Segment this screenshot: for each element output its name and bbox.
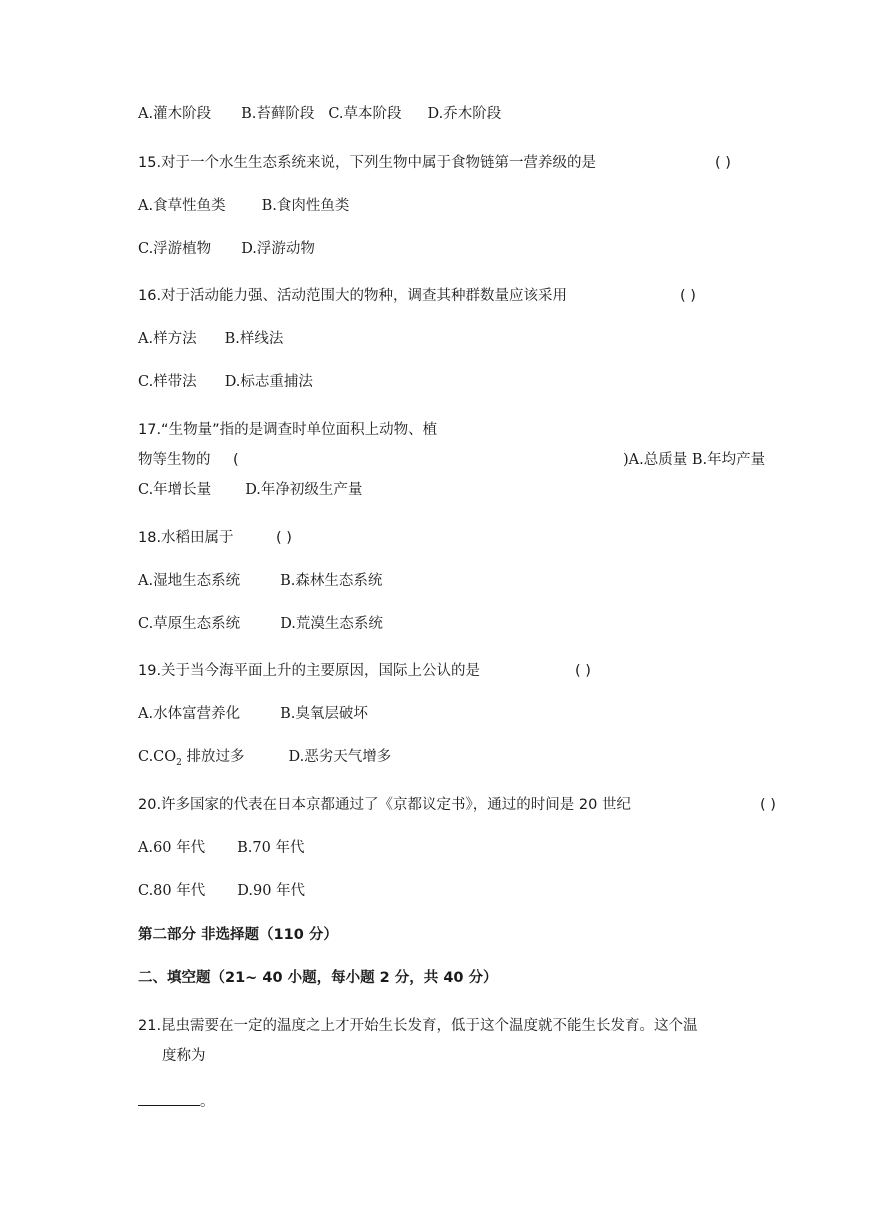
section-fill-in-heading: 二、填空题（21~ 40 小题，每小题 2 分，共 40 分） [138,970,498,986]
q19-options-row1 [138,704,368,724]
q18-option-d: D.荒漠生态系统 [280,616,383,632]
q19-option-c-subscript: 2 [176,757,182,768]
q15-option-d: D.浮游动物 [241,241,315,257]
q19-option-a: A.水体富营养化 [138,706,241,722]
q19-answer-paren: ( ) [575,663,591,679]
q19-option-b: B.臭氧层破坏 [280,706,368,722]
q19-stem: 19.关于当今海平面上升的主要原因，国际上公认的是 [138,663,481,679]
q18-answer-paren: ( ) [276,530,292,546]
part2-title: 第二部分 非选择题（110 分） [138,927,338,943]
q19-options-row2 [138,747,391,773]
q19-option-c-text: 排放过多 [186,749,245,765]
q20-options-row2 [138,881,305,901]
q20-options-row1 [138,838,304,858]
q20-option-d: D.90 年代 [237,883,306,899]
q16-answer-paren: ( ) [680,288,696,304]
q21-blank-tail: 。 [200,1094,215,1110]
q21-answer-blank [138,1091,215,1112]
q14-options [138,104,501,124]
q20-option-b: B.70 年代 [237,840,305,856]
q21-blank-line [138,1091,200,1106]
q16-option-d: D.标志重捕法 [224,374,313,390]
q15-answer-paren: ( ) [715,155,731,171]
q20-stem: 20.许多国家的代表在日本京都通过了《京都议定书》，通过的时间是 20 世纪 [138,797,631,813]
q20-option-a: A.60 年代 [138,840,206,856]
q14-option-c: C.草本阶段 [328,106,402,122]
q16-stem: 16.对于活动能力强、活动范围大的物种，调查其种群数量应该采用 [138,288,568,304]
q17-stem-line2: 物等生物的 [138,452,211,468]
q16-option-b: B.样线法 [224,331,284,347]
q18-option-b: B.森林生态系统 [280,573,383,589]
q15-options-row2 [138,239,315,259]
q18-options-row1 [138,571,382,591]
q16-option-a: A.样方法 [138,331,197,347]
q14-option-a: A.灌木阶段 [138,106,212,122]
q15-stem: 15.对于一个水生生态系统来说，下列生物中属于食物链第一营养级的是 [138,155,597,171]
q19-option-c [138,747,245,773]
q21-stem-line1: 21.昆虫需要在一定的温度之上才开始生长发育，低于这个温度就不能生长发育。这个温 [138,1018,698,1034]
q18-options-row2 [138,614,383,634]
q18-stem: 18.水稻田属于 [138,530,234,546]
q19-option-c-formula: C.CO [138,749,177,765]
q17-stem-line1: 17.“生物量”指的是调查时单位面积上动物、植 [138,422,438,438]
q16-options-row1 [138,329,283,349]
q17-option-d: D.年净初级生产量 [245,482,363,498]
q15-options-row1 [138,196,349,216]
q17-options-row2 [138,480,362,500]
q21-stem-line2: 度称为 [162,1048,206,1064]
q18-option-c: C.草原生态系统 [138,616,241,632]
q16-options-row2 [138,372,313,392]
q17-option-c: C.年增长量 [138,482,212,498]
q17-paren-open: ( [233,452,239,468]
q14-option-d: D.乔木阶段 [427,106,502,122]
q16-option-c: C.样带法 [138,374,197,390]
q19-option-d: D.恶劣天气增多 [288,749,392,765]
q20-option-c: C.80 年代 [138,883,206,899]
q15-option-a: A.食草性鱼类 [138,198,226,214]
q17-paren-close-options: )A.总质量 B.年均产量 [623,452,766,468]
q15-option-c: C.浮游植物 [138,241,212,257]
q20-answer-paren: ( ) [760,797,776,813]
q14-option-b: B.苔藓阶段 [241,106,315,122]
q15-option-b: B.食肉性鱼类 [261,198,350,214]
q18-option-a: A.湿地生态系统 [138,573,241,589]
